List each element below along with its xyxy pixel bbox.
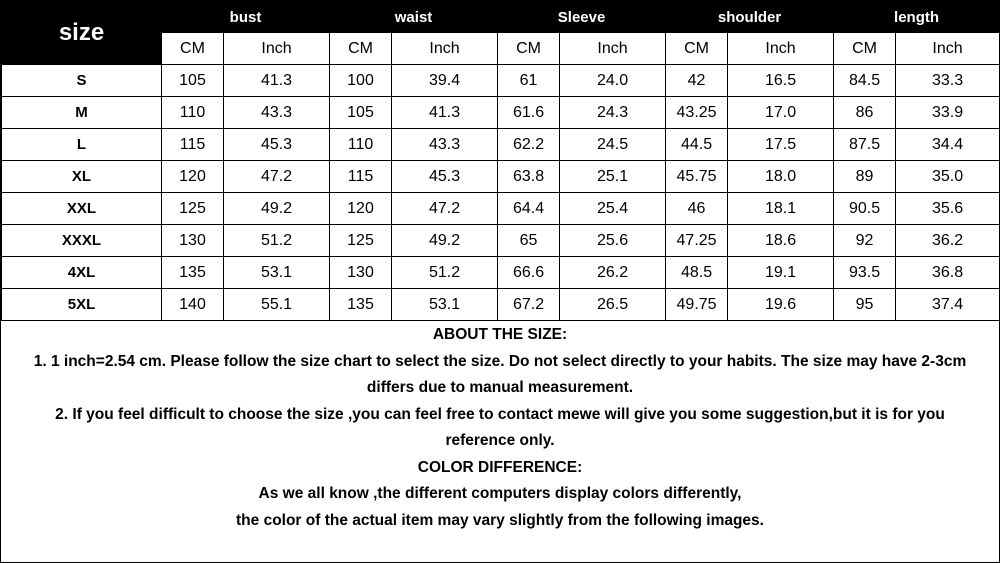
measurement-cell: 51.2 [224,225,330,257]
measurement-cell: 25.4 [560,193,666,225]
measurement-cell: 18.0 [728,161,834,193]
table-row [2,65,1000,97]
measurement-cell: 86 [834,97,896,129]
measurement-cell: 35.0 [896,161,1000,193]
measurement-cell: 87.5 [834,129,896,161]
measurement-cell: 45.75 [666,161,728,193]
group-header-sleeve: Sleeve [498,2,666,33]
size-label-cell: XXXL [2,225,162,257]
measurement-cell: 48.5 [666,257,728,289]
measurement-cell: 33.3 [896,65,1000,97]
measurement-cell: 25.1 [560,161,666,193]
measurement-cell: 66.6 [498,257,560,289]
measurement-cell: 26.2 [560,257,666,289]
measurement-cell: 47.25 [666,225,728,257]
measurement-cell: 33.9 [896,97,1000,129]
measurement-cell: 105 [330,97,392,129]
size-notes [1,321,999,534]
notes-line: differs due to manual measurement. [366,379,634,396]
measurement-cell: 62.2 [498,129,560,161]
size-label-cell: S [2,65,162,97]
size-rows [2,65,1000,321]
measurement-cell: 49.75 [666,289,728,321]
group-header-waist: waist [330,2,498,33]
measurement-cell: 135 [330,289,392,321]
measurement-cell: 120 [330,193,392,225]
size-column-header: size [2,2,162,65]
unit-header-inch: Inch [392,33,498,65]
unit-header-cm: CM [498,33,560,65]
measurement-cell: 115 [162,129,224,161]
measurement-cell: 51.2 [392,257,498,289]
measurement-cell: 19.6 [728,289,834,321]
unit-header-cm: CM [834,33,896,65]
table-row [2,161,1000,193]
group-header-shoulder: shoulder [666,2,834,33]
size-label-cell: XXL [2,193,162,225]
unit-header-inch: Inch [560,33,666,65]
notes-heading-color-difference: COLOR DIFFERENCE: [417,458,583,476]
measurement-cell: 64.4 [498,193,560,225]
measurement-cell: 100 [330,65,392,97]
measurement-cell: 24.3 [560,97,666,129]
size-label-cell: 4XL [2,257,162,289]
measurement-cell: 120 [162,161,224,193]
measurement-cell: 26.5 [560,289,666,321]
measurement-cell: 135 [162,257,224,289]
measurement-cell: 140 [162,289,224,321]
measurement-cell: 45.3 [224,129,330,161]
measurement-cell: 55.1 [224,289,330,321]
measurement-cell: 90.5 [834,193,896,225]
size-table [1,1,1000,321]
measurement-cell: 39.4 [392,65,498,97]
measurement-cell: 43.3 [224,97,330,129]
measurement-cell: 17.5 [728,129,834,161]
notes-line: reference only. [445,432,555,449]
measurement-cell: 130 [162,225,224,257]
measurement-cell: 24.0 [560,65,666,97]
measurement-cell: 37.4 [896,289,1000,321]
measurement-cell: 46 [666,193,728,225]
measurement-cell: 41.3 [224,65,330,97]
measurement-cell: 47.2 [224,161,330,193]
table-row [2,129,1000,161]
table-row [2,193,1000,225]
measurement-cell: 105 [162,65,224,97]
unit-header-inch: Inch [728,33,834,65]
measurement-cell: 130 [330,257,392,289]
measurement-cell: 18.6 [728,225,834,257]
notes-line: 1. 1 inch=2.54 cm. Please follow the size chart to select the size. Do not select directly to your habits. The size may have 2-3cm [33,352,967,370]
measurement-cell: 44.5 [666,129,728,161]
measurement-cell: 61 [498,65,560,97]
measurement-cell: 53.1 [392,289,498,321]
measurement-cell: 45.3 [392,161,498,193]
table-header-row [2,2,1000,33]
measurement-cell: 115 [330,161,392,193]
measurement-cell: 16.5 [728,65,834,97]
unit-header-cm: CM [330,33,392,65]
measurement-cell: 49.2 [224,193,330,225]
group-header-length: length [834,2,1000,33]
measurement-cell: 93.5 [834,257,896,289]
size-label-cell: XL [2,161,162,193]
measurement-cell: 65 [498,225,560,257]
measurement-cell: 61.6 [498,97,560,129]
measurement-cell: 42 [666,65,728,97]
unit-header-cm: CM [666,33,728,65]
measurement-cell: 43.25 [666,97,728,129]
notes-heading-about-size: ABOUT THE SIZE: [432,326,568,343]
measurement-cell: 63.8 [498,161,560,193]
measurement-cell: 43.3 [392,129,498,161]
measurement-cell: 89 [834,161,896,193]
measurement-cell: 36.2 [896,225,1000,257]
table-row [2,289,1000,321]
measurement-cell: 110 [330,129,392,161]
notes-line: As we all know ,the different computers display colors differently, [258,485,742,502]
measurement-cell: 95 [834,289,896,321]
measurement-cell: 41.3 [392,97,498,129]
table-row [2,257,1000,289]
measurement-cell: 19.1 [728,257,834,289]
size-label-cell: 5XL [2,289,162,321]
unit-header-inch: Inch [224,33,330,65]
measurement-cell: 25.6 [560,225,666,257]
measurement-cell: 34.4 [896,129,1000,161]
measurement-cell: 49.2 [392,225,498,257]
measurement-cell: 17.0 [728,97,834,129]
table-row [2,225,1000,257]
measurement-cell: 110 [162,97,224,129]
measurement-cell: 53.1 [224,257,330,289]
size-label-cell: M [2,97,162,129]
size-label-cell: L [2,129,162,161]
measurement-cell: 92 [834,225,896,257]
measurement-cell: 125 [162,193,224,225]
measurement-cell: 36.8 [896,257,1000,289]
measurement-cell: 67.2 [498,289,560,321]
measurement-cell: 35.6 [896,193,1000,225]
notes-line: 2. If you feel difficult to choose the size ,you can feel free to contact mewe will give you some suggestion,but it is for you [55,405,945,423]
unit-header-inch: Inch [896,33,1000,65]
measurement-cell: 47.2 [392,193,498,225]
unit-header-cm: CM [162,33,224,65]
measurement-cell: 84.5 [834,65,896,97]
measurement-cell: 18.1 [728,193,834,225]
measurement-cell: 24.5 [560,129,666,161]
group-header-bust: bust [162,2,330,33]
table-row [2,97,1000,129]
notes-line: the color of the actual item may vary slightly from the following images. [236,511,764,529]
measurement-cell: 125 [330,225,392,257]
